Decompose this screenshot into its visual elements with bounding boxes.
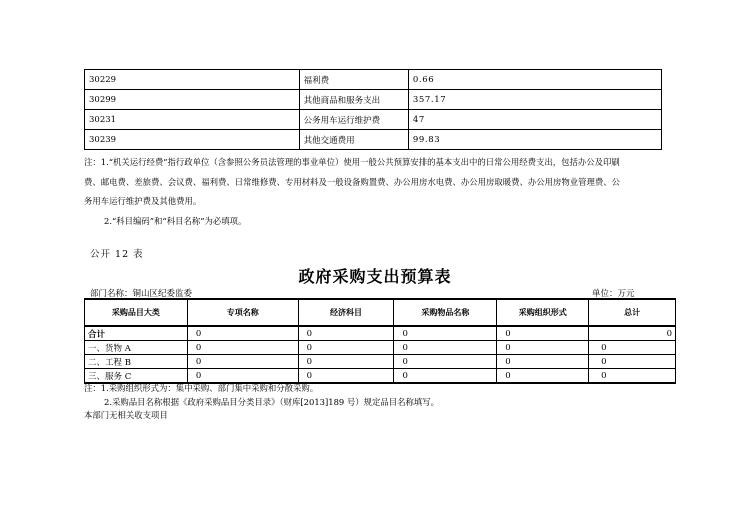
table-row: [85, 341, 676, 355]
expense-notes: [84, 153, 664, 231]
note-line: 注：1.采购组织形式为：集中采购、部门集中采购和分散采购。: [84, 383, 319, 393]
value-cell: 0: [298, 369, 394, 384]
subject-name: 其他商品和服务支出: [299, 90, 408, 110]
unit-label: 单位：万元: [592, 289, 635, 299]
table-row: [85, 130, 662, 150]
value-cell: 0: [497, 326, 589, 341]
subject-name: 福利费: [299, 70, 408, 90]
amount: 357.17: [408, 90, 661, 110]
note-line: 费、邮电费、差旅费、会议费、福利费、日常维修费、专用材料及一般设备购置费、办公用房水电费、办公用房取暖费、办公用房物业管理费、公: [84, 176, 620, 187]
note-line: 本部门无相关收支项目: [84, 410, 168, 420]
subject-code: 30229: [85, 70, 300, 90]
value-cell: 0: [187, 355, 298, 369]
subject-code: 30239: [85, 130, 300, 150]
value-cell: 0: [187, 326, 298, 341]
value-cell: 0: [394, 355, 497, 369]
column-header: 采购物品名称: [394, 299, 497, 326]
subject-code: 30299: [85, 90, 300, 110]
procurement-table: [84, 298, 676, 384]
column-header: 采购品目大类: [85, 299, 188, 326]
value-cell: 0: [187, 341, 298, 355]
note-line: 2.“科目编码”和“科目名称”为必填项。: [104, 215, 247, 226]
amount: 0.66: [408, 70, 661, 90]
total-cell: 0: [589, 355, 676, 369]
total-cell: 0: [589, 341, 676, 355]
value-cell: 0: [497, 369, 589, 384]
table-row: [85, 90, 662, 110]
section-label: 公开 12 表: [90, 249, 144, 260]
subject-name: 公务用车运行维护费: [299, 110, 408, 130]
amount: 47: [408, 110, 661, 130]
subject-name: 其他交通费用: [299, 130, 408, 150]
value-cell: 0: [394, 341, 497, 355]
expense-table: [84, 69, 662, 150]
category-cell: 合计: [85, 326, 188, 341]
subject-code: 30231: [85, 110, 300, 130]
procurement-notes: [84, 382, 664, 423]
category-cell: 一、货物 A: [85, 341, 188, 355]
total-cell: 0: [589, 369, 676, 384]
value-cell: 0: [497, 355, 589, 369]
value-cell: 0: [497, 341, 589, 355]
column-header: 总计: [589, 299, 676, 326]
page-title: 政府采购支出预算表: [298, 267, 452, 286]
table-header-row: [85, 299, 676, 326]
note-line: 2.采购品目名称根据《政府采购品目分类目录》（财库[2013]189 号）规定品目名称填写。: [104, 396, 440, 407]
value-cell: 0: [298, 355, 394, 369]
total-cell: 0: [589, 326, 676, 341]
table-row: [85, 369, 676, 384]
table-row: [85, 110, 662, 130]
table-row: [85, 326, 676, 341]
department-name: 部门名称：铜山区纪委监委: [90, 289, 193, 299]
note-line: 注：1.“机关运行经费”指行政单位（含参照公务员法管理的事业单位）使用一般公共预算安排的基本支出中的日常公用经费支出，包括办公及印刷: [84, 157, 620, 167]
value-cell: 0: [298, 326, 394, 341]
table-row: [85, 70, 662, 90]
column-header: 专项名称: [187, 299, 298, 326]
column-header: 经济科目: [298, 299, 394, 326]
column-header: 采购组织形式: [497, 299, 589, 326]
value-cell: 0: [394, 326, 497, 341]
value-cell: 0: [298, 341, 394, 355]
value-cell: 0: [394, 369, 497, 384]
category-cell: 三、服务 C: [85, 369, 188, 384]
amount: 99.83: [408, 130, 661, 150]
table-row: [85, 355, 676, 369]
value-cell: 0: [187, 369, 298, 384]
note-line: 务用车运行维护费及其他费用。: [84, 196, 202, 206]
category-cell: 二、工程 B: [85, 355, 188, 369]
